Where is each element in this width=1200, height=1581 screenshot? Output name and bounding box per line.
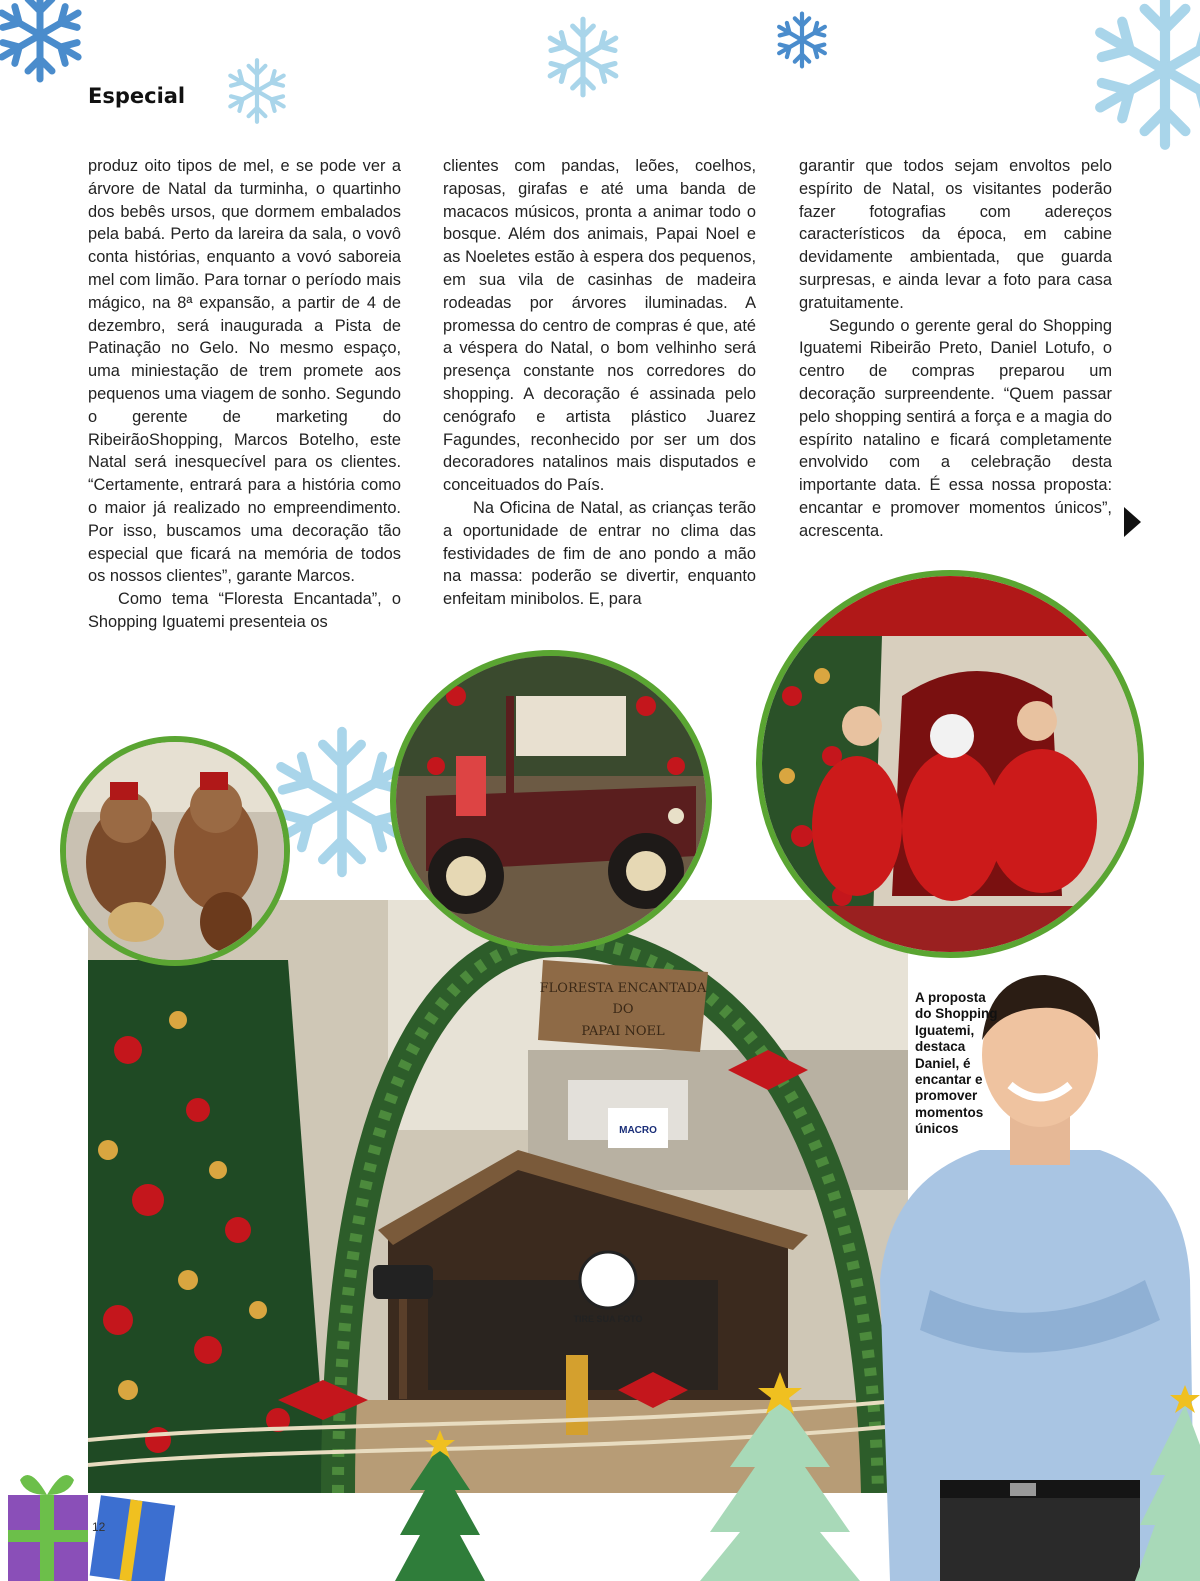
snowflake-icon	[222, 56, 292, 126]
paragraph: clientes com pandas, leões, coelhos, raposas, girafas e até uma banda de macacos músicos, pronta a animar todo o bosque. Além dos animais, Papai Noel e as Noeletes estão à espera dos pequenos, em sua vila de casinhas de madeira rodeadas por árvores iluminadas. A promessa do centro de compras é que, até a véspera do Natal, o bom velhinho será presença constante nos corredores do shopping. A decoração é assinada pelo cenógrafo e artista plástico Juarez Fagundes, reconhecido por ser um dos decoradores natalinos mais disputados e conceituados do País.	[443, 157, 756, 495]
photo-santa-and-noeletes	[756, 570, 1144, 958]
store-sign-text: MACRO	[619, 1125, 657, 1136]
caption-line: destaca	[915, 1039, 966, 1055]
section-title: Especial	[88, 84, 186, 108]
paragraph: Na Oficina de Natal, as crianças terão a oportunidade de entrar no clima das festividades de fim de ano pondo a mão na massa: poderão se divertir, enquanto enfeitam minibolos. E, para	[443, 498, 756, 609]
snowflake-icon	[772, 10, 832, 70]
booth-sign-text: TIRE SUA FOTO	[573, 1314, 643, 1324]
text-column-1	[88, 155, 401, 634]
gift-box-icon	[0, 1460, 180, 1581]
snowflake-icon	[1080, 0, 1200, 170]
caption-line: momentos	[915, 1104, 984, 1120]
photo-santa-jeep	[390, 650, 712, 952]
caption-line: Daniel, é	[915, 1055, 971, 1071]
page-number: 12	[92, 1520, 106, 1534]
snowflake-icon	[0, 0, 90, 90]
caption-line: A proposta	[915, 990, 986, 1005]
christmas-tree-icon	[700, 1372, 860, 1581]
photo-monkey-band	[60, 736, 290, 966]
forest-sign-line-1: FLORESTA ENCANTADA	[539, 981, 707, 996]
text-column-3	[799, 155, 1112, 543]
caption-line: Iguatemi,	[915, 1022, 975, 1038]
photo-scene	[762, 576, 1138, 952]
snowflake-icon	[540, 14, 626, 100]
caption-line: únicos	[915, 1121, 959, 1137]
forest-sign-line-3: PAPAI NOEL	[581, 1024, 665, 1039]
text-column-2	[443, 155, 756, 611]
photo-scene	[66, 742, 284, 960]
continue-arrow-icon	[1124, 507, 1141, 537]
caption-line: encantar e	[915, 1072, 983, 1088]
paragraph: Segundo o gerente geral do Shopping Iguatemi Ribeirão Preto, Daniel Lotufo, o centro de compras preparou um decoração surpreendente. “Quem passar pelo shopping sentirá a força e a magia do espírito natalino e ficará completamente envolvido com a celebração desta importante data. É essa nossa proposta: encantar e promover momentos únicos”, acrescenta.	[799, 316, 1112, 540]
christmas-tree-icon	[395, 1430, 485, 1581]
christmas-tree-icon	[1125, 1385, 1200, 1581]
forest-sign-line-2: DO	[612, 1002, 634, 1017]
paragraph: produz oito tipos de mel, e se pode ver a árvore de Natal da turminha, o quartinho dos bebês ursos, que dormem embalados pela babá. Perto da lareira da sala, o vovô conta histórias, enquanto a vovó saboreia mel com limão. Para tornar o período mais mágico, na 8ª expansão, a partir de 4 de dezembro, será inaugurada a Pista de Patinação no Gelo. No mesmo espaço, uma miniestação de trem promete aos pequenos uma viagem de sonho. Segundo o gerente de marketing do RibeirãoShopping, Marcos Botelho, este Natal será inesquecível para os clientes. “Certamente, entrará para a história como o maior já realizado no empreendimento. Por isso, buscamos uma decoração tão especial que ficará na memória de todos os nossos clientes”, garante Marcos.	[88, 157, 401, 586]
photo-scene	[396, 656, 706, 946]
caption-line: promover	[915, 1088, 978, 1104]
paragraph: Como tema “Floresta Encantada”, o Shopping Iguatemi presenteia os	[88, 590, 401, 631]
paragraph: garantir que todos sejam envoltos pelo espírito de Natal, os visitantes poderão fazer fotografias com adereços característicos da época, em cabine devidamente ambientada, que guarda surpresas, e ainda levar a foto para casa gratuitamente.	[799, 157, 1112, 312]
caption-line: do Shopping	[915, 1006, 998, 1022]
photo-caption	[915, 990, 1011, 1138]
